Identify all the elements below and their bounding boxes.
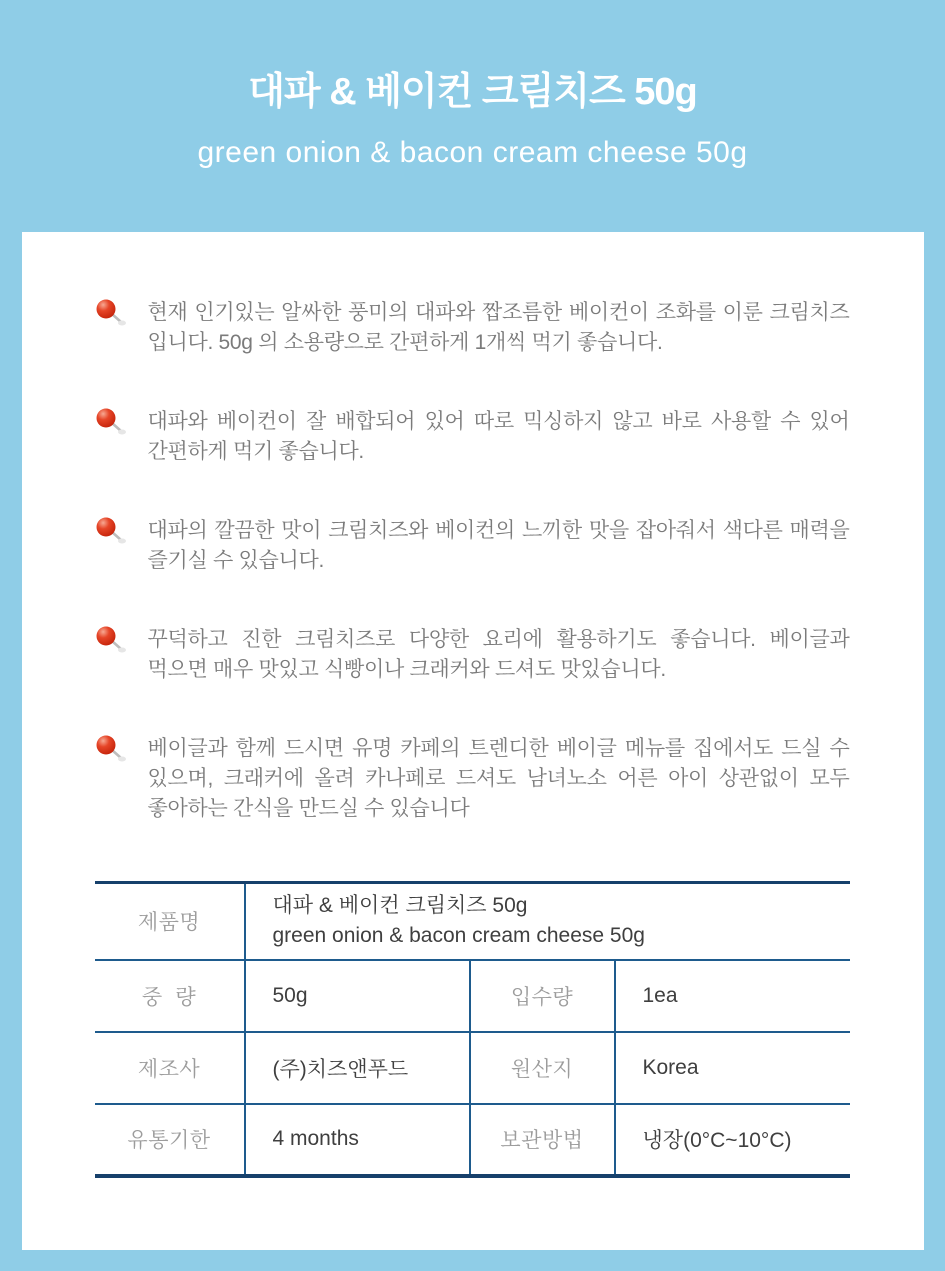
page-subtitle: green onion & bacon cream cheese 50g (197, 135, 748, 169)
feature-item (95, 625, 850, 685)
spec-value-product-name (245, 883, 850, 960)
feature-text: 현재 인기있는 알싸한 풍미의 대파와 짭조름한 베이컨이 조화를 이룬 크림치즈 입니다. 50g 의 소용량으로 간편하게 1개씩 먹기 좋습니다. (147, 301, 850, 354)
feature-item (95, 516, 850, 576)
feature-text: 꾸덕하고 진한 크림치즈로 다양한 요리에 활용하기도 좋습니다. 베이글과 먹으면 매우 맛있고 식빵이나 크래커와 드셔도 맛있습니다. (147, 628, 850, 681)
product-name-korean: 대파 & 베이컨 크림치즈 50g (272, 894, 528, 918)
feature-text: 베이글과 함께 드시면 유명 카페의 트렌디한 베이글 메뉴를 집에서도 드실 수 있으며, 크래커에 올려 카나페로 드셔도 남녀노소 어른 아이 상관없이 모두 좋아하는 간식을 만드실 수 있습니다 (147, 737, 850, 820)
table-row-maker-origin (95, 1032, 850, 1104)
red-pushpin-icon (95, 516, 148, 550)
table-row-product-name (95, 883, 850, 960)
spec-label-count: 입수량 (470, 960, 615, 1032)
spec-label-maker: 제조사 (137, 1057, 201, 1081)
feature-item (95, 298, 850, 358)
feature-list (22, 232, 924, 824)
product-name-english: green onion & bacon cream cheese 50g (272, 924, 645, 948)
red-pushpin-icon (95, 734, 148, 768)
table-row-weight-count (95, 960, 850, 1032)
spec-label-weight: 중 량 (141, 985, 197, 1009)
spec-value-weight: 50g (245, 960, 470, 1032)
red-pushpin-icon (95, 298, 148, 332)
spec-value-origin: Korea (615, 1032, 850, 1104)
feature-item (95, 734, 850, 824)
spec-label-storage: 보관방법 (470, 1104, 615, 1176)
spec-value-expiry: 4 months (245, 1104, 470, 1176)
spec-label-product-name: 제품명 (137, 911, 201, 935)
spec-label-expiry: 유통기한 (127, 1129, 211, 1152)
table-row-expiry-storage (95, 1104, 850, 1176)
feature-text: 대파와 베이컨이 잘 배합되어 있어 따로 믹싱하지 않고 바로 사용할 수 있어 간편하게 먹기 좋습니다. (147, 410, 850, 463)
header (0, 0, 945, 232)
red-pushpin-icon (95, 625, 148, 659)
spec-label-origin: 원산지 (470, 1032, 615, 1104)
content-card (22, 232, 924, 1250)
feature-item (95, 407, 850, 467)
spec-value-maker: (주)치즈앤푸드 (245, 1032, 470, 1104)
page-title: 대파 & 베이컨 크림치즈 50g (248, 71, 697, 113)
red-pushpin-icon (95, 407, 148, 441)
spec-table (95, 881, 850, 1178)
feature-text: 대파의 깔끔한 맛이 크림치즈와 베이컨의 느끼한 맛을 잡아줘서 색다른 매력을 즐기실 수 있습니다. (147, 519, 850, 572)
spec-value-count: 1ea (615, 960, 850, 1032)
spec-value-storage: 냉장(0°C~10°C) (615, 1104, 850, 1176)
